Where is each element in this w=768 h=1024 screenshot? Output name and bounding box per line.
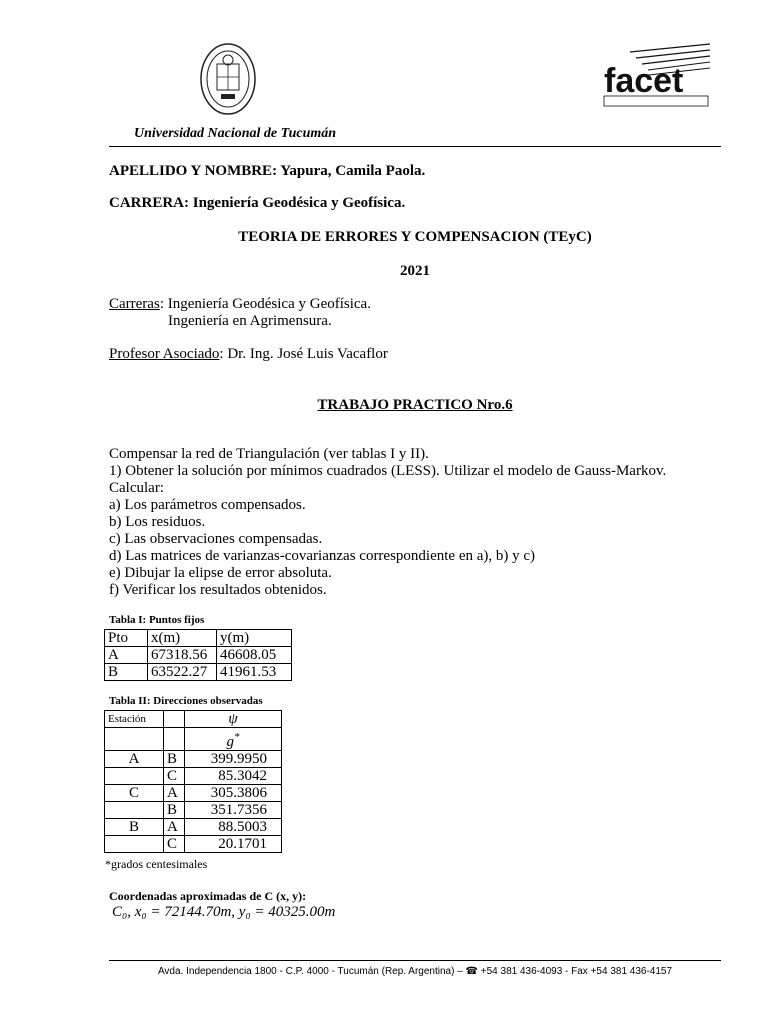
tp-line-6: c) Las observaciones compensadas. bbox=[109, 531, 323, 547]
profesor-value: : Dr. Ing. José Luis Vacaflor bbox=[219, 346, 388, 362]
carreras-value-2: Ingeniería en Agrimensura. bbox=[168, 313, 332, 329]
table-cell: 399.9950 bbox=[185, 751, 282, 768]
tp-line-2: 1) Obtener la solución por mínimos cuadrados (LESS). Utilizar el modelo de Gauss-Markov. bbox=[109, 463, 667, 479]
table-cell: 46608.05 bbox=[217, 647, 292, 664]
table2-unit: g bbox=[226, 733, 234, 750]
table2-unit-sup: * bbox=[234, 730, 240, 743]
footer-divider bbox=[109, 960, 721, 961]
table-cell: A bbox=[105, 647, 148, 664]
profesor-label: Profesor Asociado bbox=[109, 346, 220, 362]
carreras-value-1: : Ingeniería Geodésica y Geofísica. bbox=[159, 296, 371, 312]
table-cell: 41961.53 bbox=[217, 664, 292, 681]
carreras-block bbox=[109, 296, 371, 313]
tp-title: TRABAJO PRACTICO Nro.6 bbox=[317, 397, 513, 413]
table-cell: A bbox=[164, 785, 185, 802]
table-cell bbox=[164, 728, 185, 751]
table2-header-psi: ψ bbox=[185, 711, 282, 728]
table-cell: C bbox=[105, 785, 164, 802]
tp-line-3: Calcular: bbox=[109, 480, 164, 496]
tp-line-9: f) Verificar los resultados obtenidos. bbox=[109, 582, 327, 598]
table-cell bbox=[164, 711, 185, 728]
course-title: TEORIA DE ERRORES Y COMPENSACION (TEyC) bbox=[238, 229, 592, 245]
table-cell: 351.7356 bbox=[185, 802, 282, 819]
table-row bbox=[105, 768, 282, 785]
table-cell bbox=[105, 728, 164, 751]
facet-logo bbox=[600, 42, 712, 114]
table-cell: B bbox=[105, 664, 148, 681]
table-cell: 63522.27 bbox=[148, 664, 217, 681]
table-row bbox=[105, 836, 282, 853]
table-row bbox=[105, 785, 282, 802]
table2-unit-cell bbox=[185, 728, 282, 751]
university-seal-logo bbox=[199, 42, 257, 116]
table-row bbox=[105, 647, 292, 664]
table-row bbox=[105, 802, 282, 819]
approx-formula: C₀, x₀ = 72144.70m, y₀ = 40325.00m bbox=[112, 904, 336, 920]
table-cell: 305.3806 bbox=[185, 785, 282, 802]
table2-caption: Tabla II: Direcciones observadas bbox=[109, 695, 263, 707]
tp-line-8: e) Dibujar la elipse de error absoluta. bbox=[109, 565, 332, 581]
table-row bbox=[105, 728, 282, 751]
student-name-line: APELLIDO Y NOMBRE: Yapura, Camila Paola. bbox=[109, 163, 426, 179]
table1-header-y: y(m) bbox=[217, 630, 292, 647]
table-row bbox=[105, 711, 282, 728]
table-row bbox=[105, 630, 292, 647]
table1-fixed-points bbox=[104, 629, 292, 681]
table2-observed-directions bbox=[104, 710, 282, 853]
table-cell: B bbox=[105, 819, 164, 836]
table-cell: B bbox=[164, 802, 185, 819]
table-cell: C bbox=[164, 768, 185, 785]
table-cell bbox=[105, 836, 164, 853]
tp-line-7: d) Las matrices de varianzas-covarianzas correspondiente en a), b) y c) bbox=[109, 548, 536, 564]
table1-header-pto: Pto bbox=[105, 630, 148, 647]
university-name: Universidad Nacional de Tucumán bbox=[134, 126, 337, 141]
table-cell: 67318.56 bbox=[148, 647, 217, 664]
footer-address: Avda. Independencia 1800 - C.P. 4000 - Tucumán (Rep. Argentina) – ☎ +54 381 436-4093 - Fax +54 381 436-4157 bbox=[157, 966, 673, 977]
table-cell: 20.1701 bbox=[185, 836, 282, 853]
table2-header-estacion: Estación bbox=[105, 711, 164, 728]
table-row bbox=[105, 819, 282, 836]
tp-line-5: b) Los residuos. bbox=[109, 514, 206, 530]
carreras-label: Carreras bbox=[109, 296, 160, 312]
svg-text:facet: facet bbox=[604, 62, 684, 100]
approx-title: Coordenadas aproximadas de C (x, y): bbox=[109, 889, 307, 903]
table-cell: B bbox=[164, 751, 185, 768]
header-divider bbox=[109, 146, 721, 147]
table-cell: 85.3042 bbox=[185, 768, 282, 785]
tp-line-4: a) Los parámetros compensados. bbox=[109, 497, 306, 513]
table2-footnote: *grados centesimales bbox=[105, 857, 208, 871]
table-cell bbox=[105, 768, 164, 785]
career-line: CARRERA: Ingeniería Geodésica y Geofísica. bbox=[109, 195, 406, 211]
table-cell: 88.5003 bbox=[185, 819, 282, 836]
table-cell: C bbox=[164, 836, 185, 853]
table1-header-x: x(m) bbox=[148, 630, 217, 647]
table-row bbox=[105, 664, 292, 681]
table-cell: A bbox=[164, 819, 185, 836]
table-cell bbox=[105, 802, 164, 819]
profesor-block bbox=[109, 346, 388, 363]
table-row bbox=[105, 751, 282, 768]
table-cell: A bbox=[105, 751, 164, 768]
tp-line-1: Compensar la red de Triangulación (ver tablas I y II). bbox=[109, 446, 429, 462]
course-year: 2021 bbox=[400, 263, 430, 279]
table1-caption: Tabla I: Puntos fijos bbox=[109, 614, 205, 626]
